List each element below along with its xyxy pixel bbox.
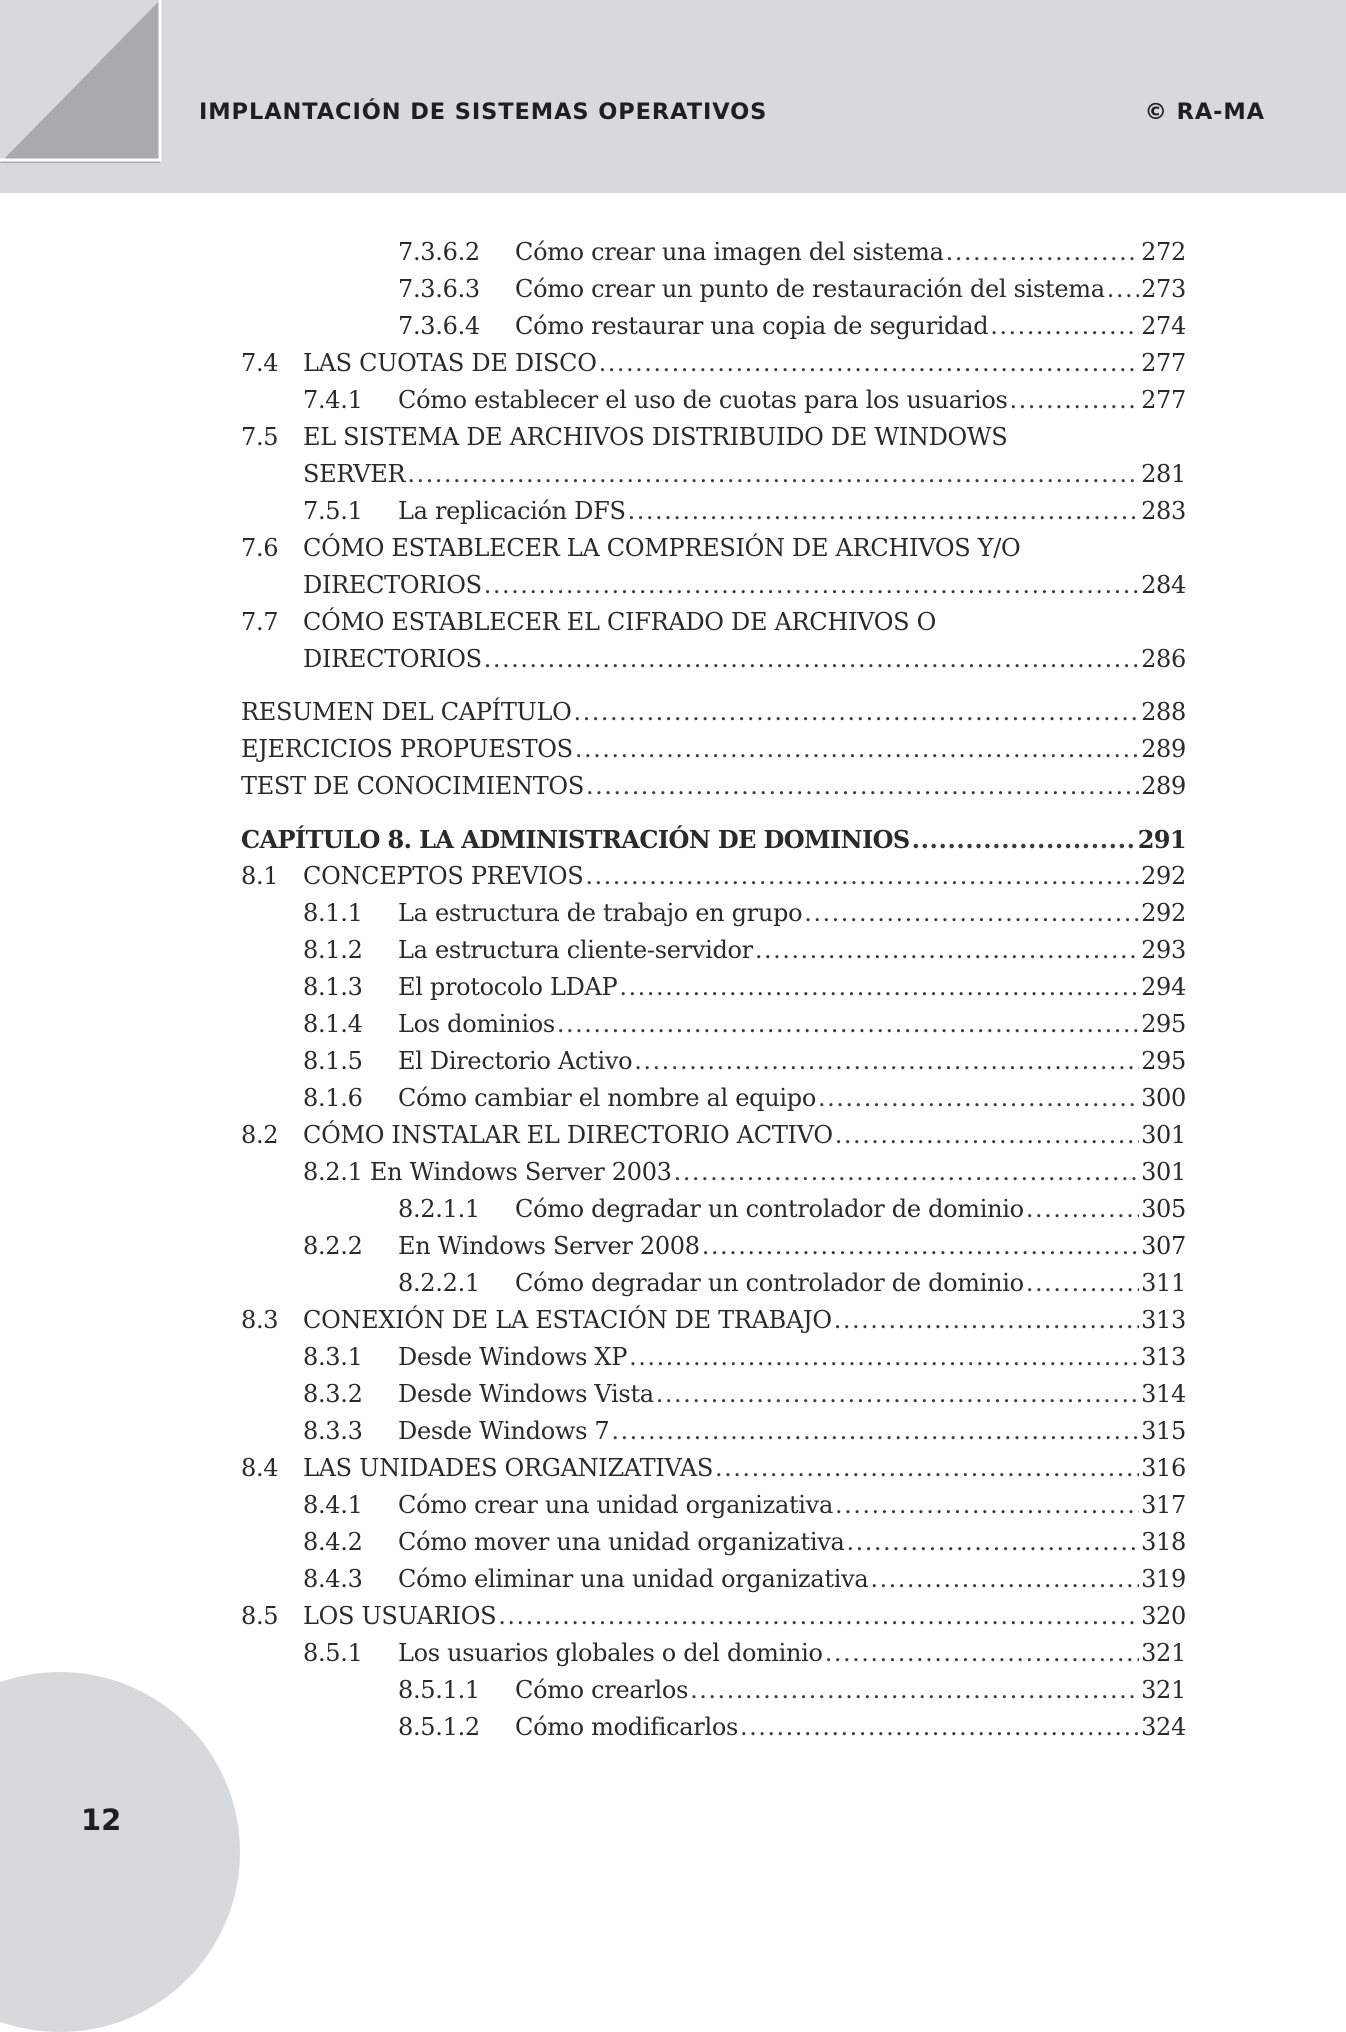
toc-leader — [702, 1228, 1139, 1265]
toc-leader — [628, 493, 1139, 530]
toc-row — [0, 493, 1346, 530]
toc-row — [0, 1339, 1346, 1376]
toc-page: 289 — [1141, 735, 1186, 763]
toc-row — [0, 1302, 1346, 1339]
toc-title: Cómo restaurar una copia de seguridad — [515, 312, 989, 340]
toc-leader — [611, 1413, 1139, 1450]
toc-number: 8.2.1.1 — [398, 1195, 480, 1223]
toc-leader — [835, 1117, 1139, 1154]
toc-title: Cómo establecer el uso de cuotas para los usuarios — [398, 386, 1008, 414]
toc-row — [0, 768, 1346, 805]
toc-title: Cómo crearlos — [515, 1676, 689, 1704]
toc-title: Los dominios — [398, 1010, 555, 1038]
toc-page: 294 — [1141, 973, 1186, 1001]
toc-number: 8.3.2 — [303, 1380, 363, 1408]
toc-leader — [946, 234, 1139, 271]
toc-page: 295 — [1141, 1047, 1186, 1075]
toc-page: 293 — [1141, 936, 1186, 964]
toc-leader — [629, 1339, 1139, 1376]
toc-number: 8.2 — [241, 1121, 279, 1149]
toc-title: Desde Windows 7 — [398, 1417, 610, 1445]
toc-page: 305 — [1141, 1195, 1186, 1223]
toc-row — [0, 1154, 1346, 1191]
toc-number: 8.3 — [241, 1306, 279, 1334]
toc-number: 7.6 — [241, 534, 279, 562]
toc-title: Cómo degradar un controlador de dominio — [515, 1269, 1024, 1297]
toc-leader — [755, 932, 1139, 969]
running-header-title: IMPLANTACIÓN DE SISTEMAS OPERATIVOS — [199, 99, 768, 125]
toc-number: 7.4.1 — [303, 386, 363, 414]
toc-leader — [573, 694, 1139, 731]
toc-number: 8.3.1 — [303, 1343, 363, 1371]
toc-page: 274 — [1141, 312, 1186, 340]
toc-number: 8.1.1 — [303, 899, 363, 927]
toc-page: 292 — [1141, 862, 1186, 890]
toc-leader — [835, 1487, 1139, 1524]
toc-page: 317 — [1141, 1491, 1186, 1519]
toc-number: 8.1.3 — [303, 973, 363, 1001]
toc-page: 321 — [1141, 1639, 1186, 1667]
toc-leader — [484, 567, 1139, 604]
toc-row — [0, 731, 1346, 768]
toc-row — [0, 1117, 1346, 1154]
toc-page: 307 — [1141, 1232, 1186, 1260]
toc-page: 301 — [1141, 1121, 1186, 1149]
toc-title: CONCEPTOS PREVIOS — [303, 862, 584, 890]
toc-leader — [990, 308, 1139, 345]
toc-number: 8.5.1 — [303, 1639, 363, 1667]
toc-number: 8.1.2 — [303, 936, 363, 964]
toc-title: 8.2.1 En Windows Server 2003 — [303, 1158, 672, 1186]
toc-page: 292 — [1141, 899, 1186, 927]
toc-number: 7.3.6.3 — [398, 275, 480, 303]
toc-row — [0, 895, 1346, 932]
toc-row — [0, 1080, 1346, 1117]
toc-leader — [1026, 1191, 1139, 1228]
running-header-copyright: © RA-MA — [1144, 99, 1265, 125]
toc-page: 288 — [1141, 698, 1186, 726]
toc-title: Cómo crear un punto de restauración del sistema — [515, 275, 1105, 303]
toc-page: 319 — [1141, 1565, 1186, 1593]
toc-row — [0, 1265, 1346, 1302]
toc-title: CÓMO ESTABLECER LA COMPRESIÓN DE ARCHIVOS Y/O — [303, 534, 1021, 562]
toc-number: 8.5.1.2 — [398, 1713, 480, 1741]
toc-row — [0, 1043, 1346, 1080]
toc-title: LAS UNIDADES ORGANIZATIVAS — [303, 1454, 714, 1482]
toc-leader — [740, 1709, 1139, 1746]
toc-title: Desde Windows XP — [398, 1343, 628, 1371]
toc-row — [0, 1487, 1346, 1524]
toc-page: 320 — [1141, 1602, 1186, 1630]
toc-title: CONEXIÓN DE LA ESTACIÓN DE TRABAJO — [303, 1306, 832, 1334]
toc-row — [0, 604, 1346, 641]
toc-leader — [690, 1672, 1139, 1709]
toc-page: 283 — [1141, 497, 1186, 525]
toc-leader — [912, 821, 1136, 858]
toc-row — [0, 1228, 1346, 1265]
toc-number: 8.1.5 — [303, 1047, 363, 1075]
toc-number: 8.5 — [241, 1602, 279, 1630]
toc-number: 8.1.6 — [303, 1084, 363, 1112]
toc-row — [0, 1450, 1346, 1487]
toc-title: Cómo mover una unidad organizativa — [398, 1528, 845, 1556]
toc-title: En Windows Server 2008 — [398, 1232, 700, 1260]
toc-row — [0, 969, 1346, 1006]
toc-leader — [818, 1080, 1139, 1117]
toc-row — [0, 271, 1346, 308]
toc-row — [0, 530, 1346, 567]
toc-leader — [557, 1006, 1139, 1043]
toc-row — [0, 1672, 1346, 1709]
toc-row — [0, 641, 1346, 678]
toc-row — [0, 345, 1346, 382]
toc-title: La replicación DFS — [398, 497, 626, 525]
toc-row — [0, 419, 1346, 456]
toc-number: 7.3.6.2 — [398, 238, 480, 266]
toc-title: LAS CUOTAS DE DISCO — [303, 349, 597, 377]
toc-page: 324 — [1141, 1713, 1186, 1741]
toc-title: DIRECTORIOS — [303, 571, 482, 599]
toc-number: 8.2.2 — [303, 1232, 363, 1260]
toc-page: 291 — [1137, 825, 1186, 854]
toc-page: 273 — [1141, 275, 1186, 303]
toc-title: RESUMEN DEL CAPÍTULO — [241, 698, 572, 726]
toc-title: Cómo crear una imagen del sistema — [515, 238, 944, 266]
toc-title: La estructura de trabajo en grupo — [398, 899, 803, 927]
toc-title: Cómo degradar un controlador de dominio — [515, 1195, 1024, 1223]
toc-title: TEST DE CONOCIMIENTOS — [241, 772, 584, 800]
toc-row — [0, 456, 1346, 493]
toc-title: Cómo eliminar una unidad organizativa — [398, 1565, 869, 1593]
toc-leader — [586, 768, 1139, 805]
toc-row — [0, 694, 1346, 731]
toc-row — [0, 1598, 1346, 1635]
toc-leader — [1107, 271, 1139, 308]
toc-leader — [674, 1154, 1139, 1191]
toc-title: CÓMO ESTABLECER EL CIFRADO DE ARCHIVOS O — [303, 608, 937, 636]
toc-leader — [1010, 382, 1140, 419]
toc-page: 316 — [1141, 1454, 1186, 1482]
toc-title: EJERCICIOS PROPUESTOS — [241, 735, 573, 763]
toc-leader — [585, 858, 1139, 895]
toc-row — [0, 382, 1346, 419]
toc-page: 311 — [1141, 1269, 1186, 1297]
toc-page: 300 — [1141, 1084, 1186, 1112]
toc-page: 277 — [1141, 386, 1186, 414]
toc-title: EL SISTEMA DE ARCHIVOS DISTRIBUIDO DE WINDOWS — [303, 423, 1008, 451]
toc-title: Desde Windows Vista — [398, 1380, 654, 1408]
toc-number: 8.1.4 — [303, 1010, 363, 1038]
toc-row — [0, 1635, 1346, 1672]
toc-page: 272 — [1141, 238, 1186, 266]
toc-number: 7.5 — [241, 423, 279, 451]
toc-page: 295 — [1141, 1010, 1186, 1038]
toc-page: 286 — [1141, 645, 1186, 673]
toc-row — [0, 1006, 1346, 1043]
page-corner-fold — [0, 0, 163, 163]
toc-row — [0, 1709, 1346, 1746]
toc-title: Cómo cambiar el nombre al equipo — [398, 1084, 816, 1112]
toc-page: 313 — [1141, 1343, 1186, 1371]
toc-number: 8.5.1.1 — [398, 1676, 480, 1704]
toc-number: 8.4.3 — [303, 1565, 363, 1593]
toc-title: Cómo crear una unidad organizativa — [398, 1491, 833, 1519]
toc-row — [0, 932, 1346, 969]
toc-number: 8.4.1 — [303, 1491, 363, 1519]
toc-title: DIRECTORIOS — [303, 645, 482, 673]
toc-leader — [634, 1043, 1139, 1080]
toc-title: Los usuarios globales o del dominio — [398, 1639, 823, 1667]
toc-chapter-row — [0, 821, 1346, 858]
toc-leader — [599, 345, 1139, 382]
toc-number: 8.2.2.1 — [398, 1269, 480, 1297]
toc-row — [0, 234, 1346, 271]
toc-leader — [619, 969, 1139, 1006]
toc-page: 314 — [1141, 1380, 1186, 1408]
page-number: 12 — [81, 1803, 122, 1837]
toc-row — [0, 858, 1346, 895]
toc-number: 8.1 — [241, 862, 279, 890]
toc-row — [0, 308, 1346, 345]
toc-leader — [656, 1376, 1139, 1413]
toc-leader — [870, 1561, 1139, 1598]
toc-page: 289 — [1141, 772, 1186, 800]
toc-title: La estructura cliente-servidor — [398, 936, 753, 964]
toc-leader — [715, 1450, 1139, 1487]
toc-title: LOS USUARIOS — [303, 1602, 497, 1630]
toc-page: 301 — [1141, 1158, 1186, 1186]
toc-title: El protocolo LDAP — [398, 973, 618, 1001]
toc-title: El Directorio Activo — [398, 1047, 633, 1075]
toc-number: 8.3.3 — [303, 1417, 363, 1445]
toc-page: 284 — [1141, 571, 1186, 599]
toc-row — [0, 1413, 1346, 1450]
toc-leader — [825, 1635, 1139, 1672]
toc-title: SERVER — [303, 460, 406, 488]
toc-row — [0, 567, 1346, 604]
toc-row — [0, 1191, 1346, 1228]
toc-number: 7.4 — [241, 349, 279, 377]
toc-leader — [484, 641, 1139, 678]
chapter-title: CAPÍTULO 8. LA ADMINISTRACIÓN DE DOMINIOS — [241, 825, 910, 854]
toc-page: 321 — [1141, 1676, 1186, 1704]
toc-row — [0, 1524, 1346, 1561]
toc-page: 318 — [1141, 1528, 1186, 1556]
toc-row — [0, 1376, 1346, 1413]
toc-leader — [834, 1302, 1139, 1339]
toc-row — [0, 1561, 1346, 1598]
toc-page: 277 — [1141, 349, 1186, 377]
toc-page: 313 — [1141, 1306, 1186, 1334]
toc-leader — [804, 895, 1139, 932]
toc-title: Cómo modificarlos — [515, 1713, 739, 1741]
toc-leader — [1026, 1265, 1139, 1302]
toc-leader — [847, 1524, 1140, 1561]
toc-number: 8.4.2 — [303, 1528, 363, 1556]
toc-page: 315 — [1141, 1417, 1186, 1445]
toc-leader — [575, 731, 1139, 768]
header-band — [0, 0, 1346, 193]
toc-leader — [498, 1598, 1139, 1635]
toc-number: 7.7 — [241, 608, 279, 636]
toc-number: 7.3.6.4 — [398, 312, 480, 340]
toc-number: 8.4 — [241, 1454, 279, 1482]
toc-page: 281 — [1141, 460, 1186, 488]
toc-leader — [407, 456, 1139, 493]
toc-number: 7.5.1 — [303, 497, 363, 525]
toc-title: CÓMO INSTALAR EL DIRECTORIO ACTIVO — [303, 1121, 833, 1149]
